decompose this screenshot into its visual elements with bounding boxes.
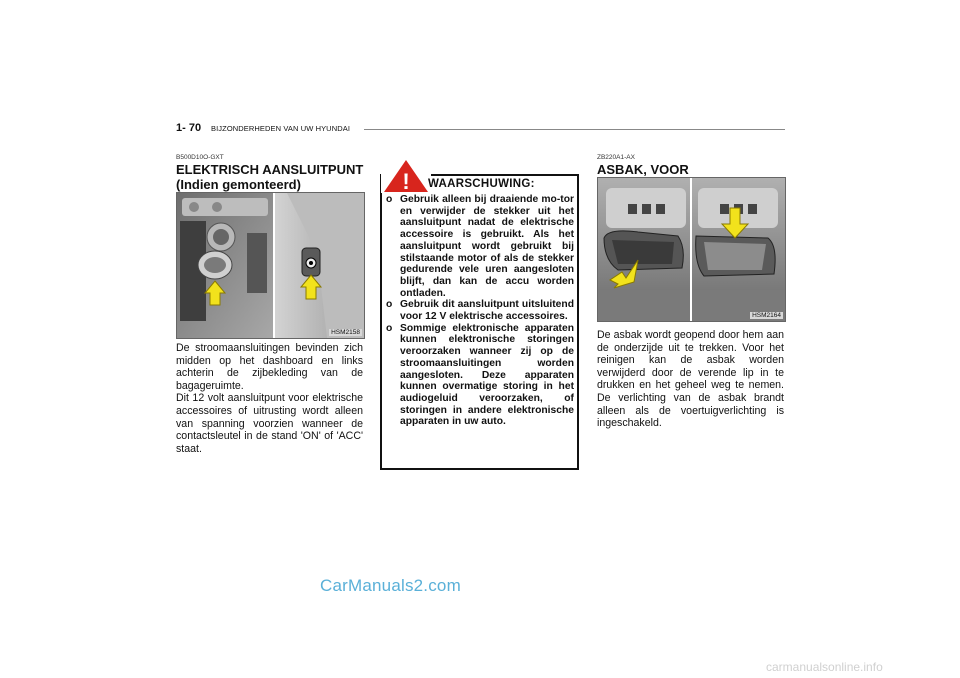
warning-item (386, 323, 574, 428)
warning-triangle-icon (381, 159, 431, 193)
warning-item-text: Gebruik dit aansluitpunt uitsluitend voor 12 V elektrische accessoires. (400, 299, 574, 323)
image-label: HSM2158 (331, 329, 360, 336)
right-paragraph: De asbak wordt geopend door hem aan de onderzijde uit te trekken. Voor het reinigen kan de asbak worden verwijderd door de verende lip in te drukken en het geheel weg te nemen. De verlichting van de asbak brandt alleen als de voertuigverlichting is ingeschakeld. (597, 329, 784, 430)
section-code: B500D10O-GXT (176, 154, 224, 161)
bullet: o (386, 194, 393, 205)
warning-symbol: ! (402, 169, 410, 193)
bullet: o (386, 299, 393, 311)
left-paragraph-2: Dit 12 volt aansluitpunt voor elektrische accessoires of uitrusting wordt alleen van spanning voorzien wanneer de contactsleutel in de stand 'ON' of 'ACC' staat. (176, 392, 363, 455)
ashtray-illustration (598, 178, 785, 321)
bullet: o (386, 322, 393, 334)
power-outlet-photo (176, 192, 365, 339)
section-title: BIJZONDERHEDEN VAN UW HYUNDAI (211, 124, 351, 133)
warning-item (386, 194, 574, 299)
section-code: ZB220A1-AX (597, 154, 635, 161)
image-label: HSM2164 (752, 312, 781, 319)
section-heading (176, 162, 363, 192)
power-outlet-illustration (177, 193, 364, 338)
watermark-carmanualsonline: carmanualsonline.info (766, 660, 883, 674)
left-body (176, 342, 363, 455)
header-divider (364, 129, 785, 130)
ashtray-photo (597, 177, 786, 322)
warning-title: WAARSCHUWING: (428, 178, 535, 190)
warning-item-text: Gebruik alleen bij draaiende mo-tor en verwijder de stekker uit het aansluitpunt nadat de elektrische accessoire is gebruikt. Als het aansluitpunt wordt gebruikt bij stilstaande motor of als de stekker gedurende vele uren aangesloten blijft, dan kan de accu worden ontladen. (400, 194, 574, 299)
watermark-carmanuals2: CarManuals2.com (320, 576, 461, 595)
page-number: 1- 70 (176, 122, 202, 134)
left-paragraph-1: De stroomaansluitingen bevinden zich midden op het dashboard en links achterin de zijbekleding van de bagageruimte. (176, 342, 363, 392)
warning-list (386, 194, 574, 428)
section-heading: ASBAK, VOOR (597, 162, 689, 177)
heading-line-2: (Indien gemonteerd) (176, 177, 301, 192)
heading-line-1: ELEKTRISCH AANSLUITPUNT (176, 162, 364, 177)
warning-item (386, 299, 574, 322)
warning-item-text: Sommige elektronische apparaten kunnen elektronische storingen veroorzaken wanneer zij op de stroomaansluitingen worden aangesloten. Deze apparaten kunnen overmatige storing in het audiogeluid veroorzaken, of storingen in andere elektronische apparaten in uw auto. (400, 322, 574, 428)
